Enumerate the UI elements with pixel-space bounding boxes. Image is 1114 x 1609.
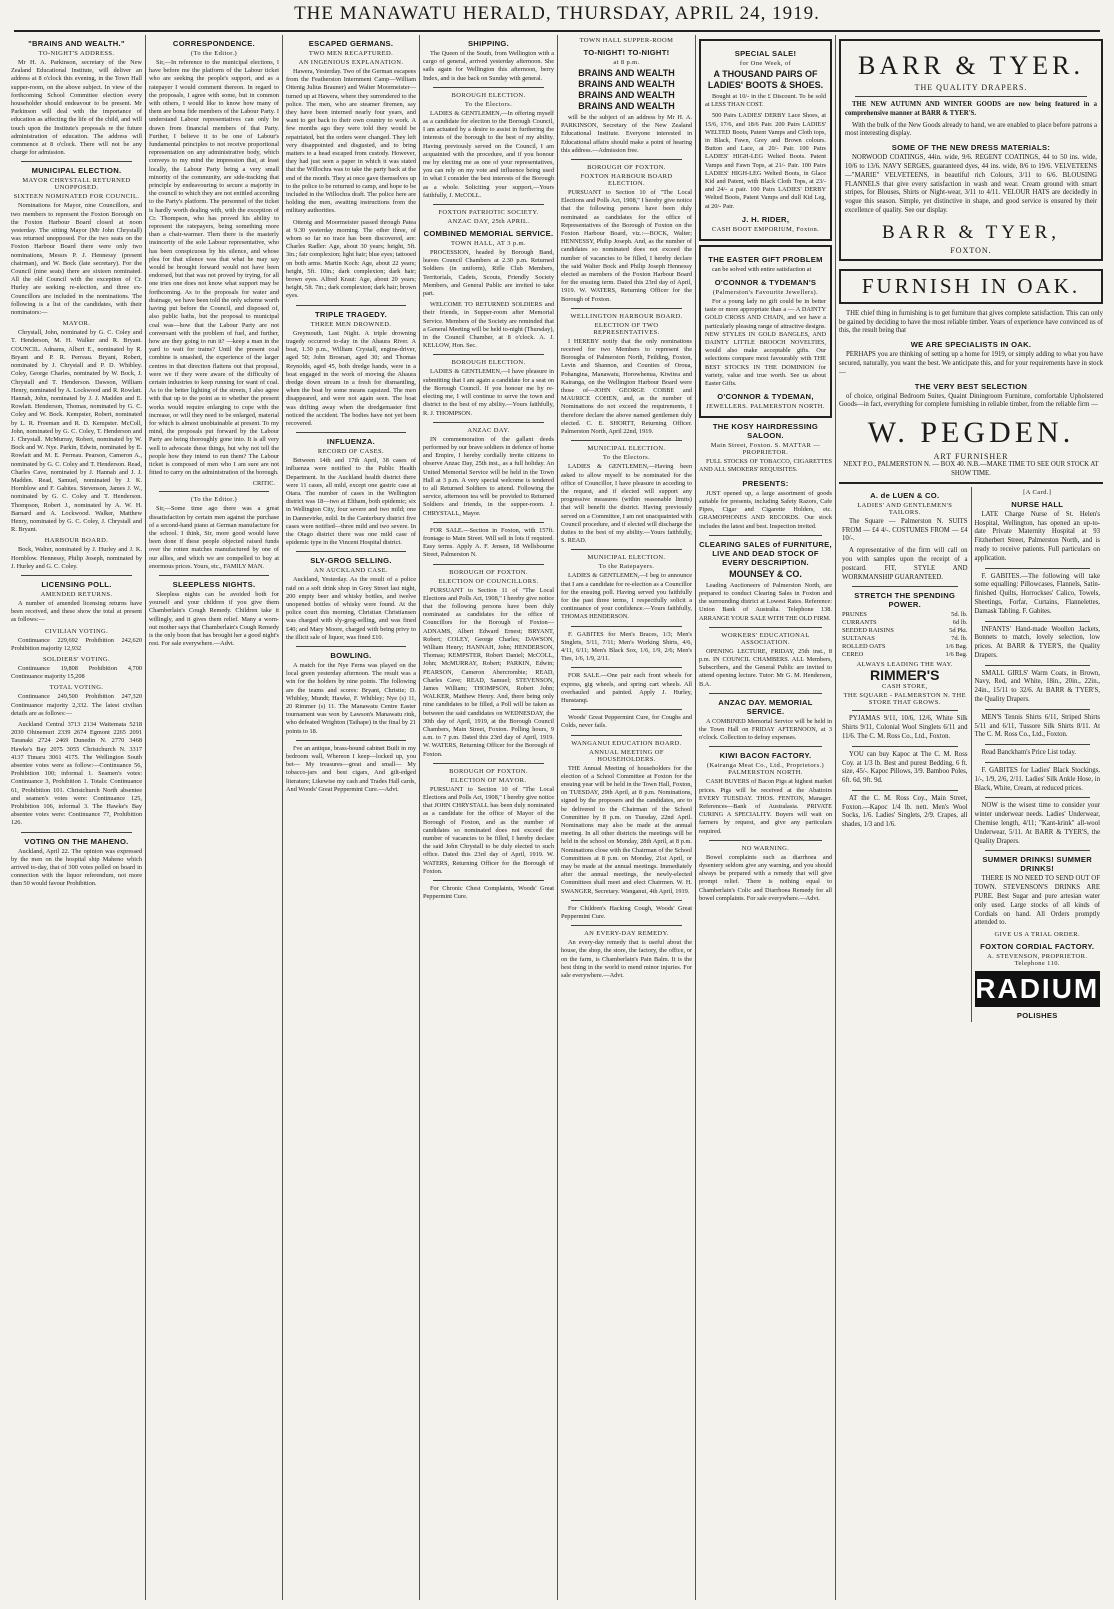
- notice-text: OPENING LECTURE, FRIDAY, 25th inst., 8 p.m. IN COUNCIL CHAMBERS. ALL Members, Subscribers, and the General Public are invited to attend opening lecture. Tutor: Mr G. M. Henderson, B.A.: [699, 647, 832, 688]
- price-item: CEREO: [842, 651, 864, 659]
- notice-text: IN commemoration of the gallant deeds performed by our brave soldiers in defence of home and Empire, I hereby cordially invite citizens to observe Anzac Day, 25th inst., as a full holiday. An United Memorial Service will be held in the Town Hall at 3 p.m. A very special welcome is tendered to all Returned Soldiers to attend. Following the service, afternoon tea will be provided to Returned Soldiers and friends, in the supper-room. J. CHRYSTALL, Mayor.: [423, 435, 554, 517]
- divider: [571, 308, 682, 309]
- advert-text: F. GABITES for Men's Braces, 1/3; Men's Singlets, 5/11, 7/11; Men's Working Shirts, 4/6, 4/11, 6/11; Men's Black Sox, 1/6, 1/9, 2/6; Men's Ties, 1/6, 1/9, 2/11.: [561, 630, 692, 663]
- article-text: Bock, Walter, nominated by J. Hurley and J. K. Hornblow. Hennessy, Philip Joseph, nominated by J. Hurley and G. C. Coley.: [11, 546, 142, 570]
- subhead: To the Ratepayers.: [598, 563, 655, 571]
- subhead: for One Week, of: [739, 60, 792, 67]
- notice-text: A COMBINED Memorial Service will be held in the Town Hall on FRIDAY AFTERNOON, at 3 o'clock. Collection to defray expenses.: [699, 717, 832, 742]
- headline-tonight: TO-NIGHT! TO-NIGHT!: [583, 48, 670, 57]
- advert-firm: J. H. RIDER,: [741, 214, 790, 224]
- advert-heading: KIWI BACON FACTORY.: [719, 751, 812, 761]
- headline-sly-grog: SLY-GROG SELLING.: [310, 556, 392, 566]
- notice-text: FOR SALE.—Section in Foxton, with 157ft. frontage to Main Street. Will sell in lots if required. Easy terms. Apply A. F. Jensen, 18 Wellsbourne Street, Palmerston N.: [423, 526, 554, 559]
- pegden-subtitle: ART FURNISHER: [933, 452, 1009, 462]
- advert-text: JUST opened up, a large assortment of goods suitable for presents, including Safety Razors, Cafe Pipes, Cigar and Cigarette Holders, etc. GRAMOPHONES AND RECORDS. Our stock includes the latest and best. Inspection invited.: [699, 489, 832, 530]
- divider: [985, 744, 1091, 745]
- advert-text: Bought at 10/- in the £ Discount. To be sold at LESS THAN COST.: [705, 93, 826, 109]
- price-item: SULTANAS: [842, 635, 875, 643]
- subhead: AMENDED RETURNS.: [40, 590, 113, 598]
- headline-influenza: INFLUENZA.: [326, 437, 376, 447]
- advert-heading: THE EASTER GIFT PROBLEM: [708, 254, 823, 264]
- article-text: A number of amended licensing returns have been received, and these show the total at present as follows:—: [11, 599, 142, 624]
- subhead: THREE MEN DROWNED.: [310, 320, 392, 328]
- divider: [159, 491, 269, 492]
- price-row: [842, 651, 968, 659]
- subhead: TOWN HALL SUPPER-ROOM: [579, 37, 674, 44]
- column-6: [695, 35, 835, 1600]
- article-text: Auckland, Yesterday. As the result of a police raid on a soft drink shop in Grey Street last night, 200 empty beer and whisky bottles, and twelve unopened bottles of whisky were found. At the police court this morning, Christian Christiansen was charged with sly-grog-selling, and was fined £40; and Mary Moore, charged with being privy to the illicit sale of liquor, was fined £10.: [286, 576, 416, 641]
- lower-left-ads: [839, 487, 971, 1022]
- divider: [571, 735, 682, 736]
- advert-text: THE NEW AUTUMN AND WINTER GOODS are now being featured in a comprehensive manner at BARR & TYER'S.: [845, 101, 1097, 117]
- subhead: To the Electors.: [464, 100, 513, 108]
- price-row: [842, 635, 968, 643]
- subhead: ALWAYS LEADING THE WAY.: [856, 661, 953, 669]
- notice-text: PROCESSION, headed by Borough Band, leaves Council Chambers at 2.30 p.m. Returned Soldiers (in uniform), Rifle Club Members, Territorials, Cadets, Scouts, Friendly Society Members, and General Public are invited to take part.: [423, 249, 554, 298]
- advert-text: NEXT P.O., PALMERSTON N. — BOX 40. N.B.—MAKE TIME TO SEE OUR STOCK AT SHOW TIME.: [843, 461, 1099, 477]
- notice-title: BOROUGH OF FOXTON.: [449, 568, 528, 576]
- price-item: CURRANTS: [842, 619, 877, 627]
- notice-title: WELLINGTON HARBOUR BOARD.: [570, 312, 683, 320]
- notice-text: WELCOME TO RETURNED SOLDIERS and their friends, in Supper-room after Memorial Service. Members of the Society are reminded that a General Meeting will be held to-night (Thursday), in the Council Chamber, at 8 o'clock. A. J. KELLOW, Hon. Sec.: [423, 301, 554, 350]
- subhead: To the Electors.: [602, 454, 651, 462]
- headline-voting-maheno: VOTING ON THE MAHENO.: [24, 836, 129, 846]
- divider: [839, 482, 1103, 484]
- article-text: Chrystall, John, nominated by G. C. Coley and T. Henderson, M. H. Walker and R. Bryant. COUNCIL. Adnams, Albert E., nominated by R. Bryant and P. R. Perreau. Bryant, Robert, nominated by J. Chrystall and P. D. Whibley. Coley, George Charles, nominated by W. Bock, J. Chrystall and T. Henderson. Dawson, William Henry, nominated by A. Lockwood and R. Rowlatt. Hannah, John, nominated by J. J. Madden and E. Rowlatt. Henderson, Thomas, nominated by G. C. Coley and W. Bock. Kempster, Robert, nominated by L. R. Freeman and R. D. Kempster. McColl, John, nominated by G. C. Coley, T. Henderson and J. Chrystall. McMurray, Robert, nominated by W. Bock and W. Nye. Parkin, Edwin, nominated by E. Rowlatt and M. E. Perreau. Pearson, Cameron A., nominated by G. C. Coley and T. Henderson. Read, Charles Cave, nominated by J. Hannah and J. J. Madden. Read, Samuel, nominated by J. K. Hornblow and F. Gabites. Stevenson, James J. W., nominated by G. C. Coley and T. Henderson. Thompson, Robert J., nominated by A. W. H. Barnard and A. Lockwood. Walker, Matthew Henry, nominated by G. C. Coley, J. Chrystall and R. Bryant.: [11, 329, 142, 534]
- advert-text: F. GABITES.—The following will take some equalling: Pillowcases, Flannels, Satin-finished Quilts, Horrockses' Calico, Towels, Sheetings, Forfar, Curtains, Flannelettes, Damask Tabling. F. Gabites.: [974, 572, 1100, 615]
- divider: [571, 709, 682, 710]
- barr-tyer-advert: [839, 39, 1103, 261]
- subhead: TWO MEN RECAPTURED.: [308, 50, 394, 57]
- article-text: Auckland Central 3713 2134 Waitemata 5218 2030 Ohinemuri 2339 2674 Egmont 2265 2091 Taranaki 2724 2469 Dunedin N. 2770 3468 Hawke's Bay 2075 3055 Christchurch N. 3317 4137 Timaru 3061 4175. The Wellington South absentee votes were as follow:—Continuance 56, Prohibition 100; informal 1. Seamen's votes: Continuance 3, Prohibition 1. Totals: Continuance 61, Prohibition 101. Christchurch North absentee and seamen's votes were: Continuance 125, Prohibition 106, informal 3. The Hawke's Bay absentee votes were: Continuance 77, Prohibition 126.: [11, 721, 142, 827]
- advert-banner: A THOUSAND PAIRS OF LADIES' BOOTS & SHOES.: [707, 69, 824, 90]
- notice-text: LADIES & GENTLEMEN,—Having been asked to allow myself to be nominated for the office of Councillor, I have pleasure in acceding to the request, and if elected will support any progressive measures (within reasonable limits) that will benefit the district. Having previously served on a Committee, I am not unacquainted with Council procedure, and if elected will discharge the duties to the best of my ability.—Yours faithfully, S. READ.: [561, 463, 692, 545]
- advert-text: THERE IS NO NEED TO SEND OUT OF TOWN. STEVENSON'S DRINKS ARE PURE. Best Sugar and pure artesian water only used. Large stocks of all kinds of Cordials on hand. All Orders promptly attended to.: [974, 875, 1100, 927]
- divider: [433, 87, 544, 88]
- price-row: [842, 627, 968, 635]
- divider: [855, 96, 1087, 97]
- subhead: (Palmerston's Favourite Jewellers).: [712, 289, 819, 297]
- notice-text: I HEREBY notify that the only nominations received for two Members to represent the Boroughs of Palmerston North, Feilding, Foxton, Levin and Shannon, and Counties of Oroua, Pohangina, Manawatu, Horowhenua, Kiwitea and Kairanga, on the Wellington Harbour Board were those of—JOHN GEORGE COBBE and MAURICE COHEN, and, as the number of Nominations do not exceed the requirements, I therefore declare the above named gentlemen duly elected. C. E. SHORTT, Returning Officer. Palmerston North, April 22nd, 1919.: [561, 337, 692, 436]
- advert-text: PERHAPS you are thinking of setting up a home for 1919, or simply adding to what you have secured, naturally, you want the best. We anticipate this, and for your requirements have in stock —: [839, 351, 1103, 376]
- article-text: The Queen of the South, from Wellington with a cargo of general, arrived yesterday afternoon. She sails again for Wellington this afternoon, berry Index, and is due back on Sunday with general.: [423, 50, 554, 82]
- subhead: TOTAL VOTING.: [49, 684, 104, 692]
- subhead: ANNUAL MEETING OF HOUSEHOLDERS.: [589, 748, 664, 763]
- notice-title: AN EVERY-DAY REMEDY.: [584, 930, 669, 938]
- advert-firm: O'CONNOR & TYDEMAN'S: [714, 278, 817, 288]
- notice-text: PURSUANT to Section 10 of "The Local Elections and Polls Act, 1908," I hereby give notice that JOHN CHRYSTALL has been duly nominated as a candidate for the office of Mayor of the Borough of Foxton, and as the number of candidates so nominated does not exceed the number of vacancies to be filled, I hereby declare the said John Chrystall to be duly elected to such office. Dated this 23rd day of April, 1919. W. WATERS, Returning Officer for the Borough of Foxton.: [423, 785, 554, 875]
- notice-text: LADIES & GENTLEMEN,—In offering myself as a candidate for election to the Borough Council, I am actuated by a desire to assist in furthering the interests of the borough to the best of my ability. Having previously served on the Council, I am acquainted with the procedure, and if you honour me by electing me as one of your representatives, you can rely on my vote and influence being used in what I consider the best interests of the Borough as a whole. Soliciting your support,—Yours faithfully, J. McCOLL.: [423, 109, 554, 199]
- advert-text: AT the C. M. Ross Coy., Main Street, Foxton.—Kapoc 1/4 lb. nett. Men's Wool Socks, 1/6. Ladies' Singlets, 2/9. Crapes, all shades, 1/3 and 1/6.: [842, 794, 968, 829]
- advert-text: F. GABITES for Ladies' Black Stockings, 1/-, 1/9, 2/6, 2/11. Ladies' Silk Ankle Hose, in Black, White, Cream, at reduced prices.: [974, 767, 1100, 792]
- divider: [571, 667, 682, 668]
- column-3: [282, 35, 419, 1600]
- headline-licensing-poll: LICENSING POLL.: [41, 579, 112, 589]
- subhead: TOWN HALL, AT 3 p.m.: [450, 240, 527, 248]
- subhead: ELECTION OF TWO REPRESENTATIVES.: [593, 321, 660, 336]
- easter-gift-advert: [699, 245, 832, 418]
- signature: CRITIC.: [252, 480, 275, 488]
- subhead: CASH BOOT EMPORIUM, Foxton.: [711, 225, 820, 233]
- price-row: [842, 619, 968, 627]
- advert-text: An every-day remedy that is useful about the house, the shop, the store, the factory, the office, or on the farm, is Chamberlain's Pain Balm. It is the best thing in the world to mend minor injuries. For sale everywhere.—Advt.: [561, 939, 692, 980]
- subhead: Main Street, Foxton. S. MATTAR — PROPRIETOR.: [710, 442, 821, 457]
- price-item: ROLLED OATS: [842, 643, 886, 651]
- article-text: Sir,—In reference to the municipal elections, I have before me the platform of the Labour ticket who are seeking the people's support, and as a ratepayer I would comment thereon. In regard to the proposals, I agree with some, but in common with others, I would like to know how many of them are bona fide members of the Labour Party. I understand Labour representatives can only be drawn from financial members of that Party. Further, I believe it to be one of Labour's fundamental principles to not receive proportional representation on any administrative body, which conveys to my mind the impression that, at least locally, the Labour Party being a very small minority of the community, are side-tracking that principle by endeavouring to secure a majority in the council to which they are not entitled according to the Party's platform. The personnel of the ticket is hardly worth dealing with, with the exception of Cr. Thompson, who has proved his ability to represent the ratepayers, being something more than a chair-warmer. Then there is the masterly insincerity of the sole Labour representative, who has been conspicuous by his silence, and whose plea for that silence was that what he may say would be brought forward would not have been endorsed, but that was not proved by trying, for all one tries one does not know what support may be forthcoming. As to the proposals for water and drainage, we have been told the only scheme worth having put before the Council, and disposed of, also public baths, but the proposal to municipal coal was—how that the Labour Party are not conversant with the problem of fuel, and further, how are they going to run it? —keep a man in the yard to wait for trains? Until the present coal combine is smashed, the experience of the larger centres in that direction flattens out that proposal, were we if they were aware of the difficulty of certain industries to keep running for want of coal. As to the better lighting of the streets, I also agree with that up to the point as to whether the present works would require enlarging to cope with the increase, or will they need to be enlarged, material for which is almost unobtainable at present. To my mind, the proposals put forward by the Labour Party are being thoroughly gone into. It is all very well to advocate these things, but why not tell the people how they intend to run them? The Labour ticket is composed of men who I am sure are not fitted to carry on the administration of the borough.: [149, 59, 279, 477]
- price-value: 1/6 Bag.: [945, 651, 968, 659]
- price-row: [842, 643, 968, 651]
- radium-subtitle: POLISHES: [1016, 1011, 1058, 1021]
- advert-text: FOR SALE.—One pair each front wheels for express, gig wheels, and spring cart wheels. All overhauled and painted. Apply J. Hurley, Hunstanqi.: [561, 672, 692, 704]
- advert-text: can be solved with entire satisfaction at: [712, 265, 812, 273]
- advert-text: PYJAMAS 9/11, 10/6, 12/6, White Silk Shirts 9/11, Colonial Wool Singlets 6/11 and 11/6. The C. M. Ross Co., Ltd., Foxton.: [842, 715, 968, 740]
- price-list: [842, 611, 968, 659]
- notice-text: PURSUANT to Section 10 of "The Local Elections and Polls Act, 1908," I hereby give notice that the following persons have been duly nominated as candidates for the office of Representatives of the Borough of Foxton on the Foxton Harbour Board, viz.:—BOCK, Walter; HENNESSY, Philip Joseph. And, as the number of candidates so nominated does not exceed the number of vacancies to be filled, I hereby declare the said Walter Bock and Philip Joseph Hennessy elected as members of the Foxton Harbour Board for the ensuing term. Dated this 23rd day of April, 1919. W. WATERS, Returning Officer for the Borough of Foxton.: [561, 189, 692, 303]
- advert-text: LATE Charge Nurse of St. Helen's Hospital, Wellington, has opened an up-to-date Private Maternity Hospital at 93 Fitzherbert Street, Palmerston North, and is ready to receive patients. Full particulars on application.: [974, 510, 1100, 562]
- divider: [296, 551, 406, 552]
- advert-text: Bowel complaints such as diarrhoea and dysentery seldom give any warning, and you should always be prepared with a remedy that will give prompt relief. There is nothing equal to Chamberlain's Colic and Diarrhoea Remedy for all bowel complaints. For sale everywhere.—Advt.: [699, 853, 832, 902]
- special-sale-advert: [699, 39, 832, 241]
- subhead: AN INGENIOUS EXPLANATION.: [298, 59, 404, 66]
- subhead: MAYOR.: [62, 320, 91, 328]
- article-text: Sleepless nights can be avoided both for yourself and your children if you give them Chamberlain's Cough Remedy. Children take it willingly, and it gives them relief. Many a worn-out mother says that Chamberlain's Cough Remedy is the only boon that has brought her a good night's rest. For sale everywhere.—Advt.: [149, 590, 279, 648]
- column-1: [8, 35, 145, 1600]
- subhead: (Kairanga Meat Co., Ltd., Proprietors.) PALMERSTON NORTH.: [706, 762, 825, 777]
- barr-tyer-subtitle: THE QUALITY DRAPERS.: [914, 83, 1028, 92]
- headline-brains-wealth: "BRAINS AND WEALTH.": [28, 39, 125, 48]
- subhead: (To the Editor.): [190, 50, 238, 57]
- divider: [296, 305, 406, 306]
- lower-ads-split: [839, 487, 1103, 1022]
- price-item: PRUNES: [842, 611, 867, 619]
- divider: [21, 161, 132, 162]
- notice-title: BOROUGH ELECTION.: [451, 359, 526, 367]
- masthead: THE MANAWATU HERALD, THURSDAY, APRIL 24, 1919.: [294, 3, 820, 24]
- advert-text: NOW is the wisest time to consider your winter underwear needs. Ladies' Underwear, Chemise length, 4/11; "Kant-krink" all-wool Underwear, 5/11. At BARR & TYER'S, the Quality Drapers.: [974, 802, 1100, 845]
- advert-text: MEN'S Tennis Shirts 6/11, Striped Shirts 5/11 and 6/11, Tussore Silk Shirts 8/11. At The C. M. Ross Co., Ltd., Foxton.: [974, 713, 1100, 739]
- advert-text: SMALL GIRLS' Warm Coats, in Brown, Navy, Red, and White, 18in., 20in., 22in., 24in., 15/11 to 32/6. At BARR & TYER'S, the Quality Drapers.: [974, 669, 1100, 704]
- divider: [433, 354, 544, 355]
- subhead: RECORD OF CASES.: [317, 448, 385, 456]
- subhead: SIXTEEN NOMINATED FOR COUNCIL.: [13, 193, 140, 201]
- subhead: CASH STORE,: [882, 683, 928, 691]
- subhead: at 8 p.m.: [613, 59, 640, 66]
- masthead-rule: [14, 30, 1100, 32]
- advert-heading: STRETCH THE SPENDING POWER.: [854, 591, 956, 610]
- article-text: Continuance 249,500 Prohibition 247,320 Continuance majority 2,332. The latest civilian details are as follows:—: [11, 693, 142, 717]
- notice-title: BOROUGH OF FOXTON.: [449, 767, 528, 775]
- subhead: ANZAC DAY, 25th APRIL.: [447, 218, 530, 226]
- advert-heading: SPECIAL SALE!: [734, 49, 797, 58]
- article-text: Continuance 19,808 Prohibition 4,700 Continuance majority 15,208: [11, 664, 142, 681]
- advert-text: For a young lady no gift could be in better taste or more appropriate than a — A DAINTY GOLD CROSS AND CHAIN, and we have a particularly pleasing range of attractive designs. NEW STYLES IN GOLD BANGLES, AND DAINTY LITTLE BROOCH NOVELTIES, would also make acceptable gifts. Our selections compare most favourably with THE BEST STOCKS IN THE DOMINION for variety, value and true worth. See us about Easter Gifts.: [705, 298, 826, 388]
- advert-heading: WE ARE SPECIALISTS IN OAK.: [910, 340, 1032, 350]
- subhead: AN AUCKLAND CASE.: [314, 567, 388, 575]
- divider: [852, 790, 958, 791]
- advert-firm: A. de LUEN & CO.: [870, 490, 940, 500]
- notice-text: THE Annual Meeting of householders for the election of a School Committee at Foxton for the ensuing year will be held in the Town Hall, Foxton, on TUESDAY, 29th April, at 8 p.m. Nominations, signed by the proposers and the candidates, are to be delivered to the Chairman of the School Committee by 8 p.m. on Tuesday, 22nd April. Nominations may also be made at the annual meeting. In all other districts the meetings will be held in the school on Monday, 28th April, at 8 p.m. Nominations close with the Chairman of the School Committees at 8 p.m. on Monday, 21st April, or may be made at the annual meetings. Immediately after the annual meetings, the newly-elected Committees shall meet and elect Chairmen. W. H. SWANGER, Secretary. Wanganui, 4th April, 1919.: [561, 764, 692, 895]
- article-text: Sir,—Some time ago there was a great dissatisfaction by certain men against the purchase of a second-hand piano at German manufacture for the school. I think, Sir, more good would have been done if these people objected raised funds over the rotten matches manufactured by one of our allies, and which we are compelled to buy at enormous prices. Yours, etc., FAMILY MAN.: [149, 505, 279, 570]
- subhead: [A Card.]: [1023, 488, 1052, 496]
- notice-title: BOROUGH OF FOXTON.: [587, 164, 666, 172]
- article-text: Auckland, April 22. The opinion was expressed by the men on the hospital ship Maheno which arrived to-day, that of 300 votes polled on board in connection with the liquor referendum, not more than 50 would favour Prohibition.: [11, 847, 142, 888]
- advert-heading: SUMMER DRINKS! SUMMER DRINKS!: [982, 855, 1093, 874]
- advert-text: THE chief thing in furnishing is to get furniture that gives complete satisfaction. This can only be gained by deciding to have the most reliable timber. Years of experience have convinced us of this, the result being that: [839, 309, 1103, 335]
- advert-text: 500 Pairs LADIES' DERBY Lace Shoes, at 15/6, 17/6, and 18/6 Pair. 200 Pairs LADIES' WELTED Boots, Patent Vamps and Cloth tops, in Black, Fawn, Grey and Brown colours. Button and Lace, at 20/- Pair. 100 Pairs LADIES' HIGH-LEG Welted Boots. Patent Vamps and Fawn Tops, at 21/- Pair. 100 Pairs LADIES' HIGH-LEG Welted Boots, in Glace Kid and Patent, with Black Cloth Tops, at 23/- and 24/- a pair. 100 Pairs LADIES' DERBY Welted Boots, Patent Vamps and dull Kid Leg, at 20/- Pair.: [705, 112, 826, 210]
- advert-text: will be the subject of an address by Mr H. A. PARKINSON, Secretary of the New Zealand Educational Institute. Everyone interested in Educational affairs should make a point of hearing this address.—Admission free.: [561, 114, 692, 154]
- notice-text: LADIES & GENTLEMEN,—I have pleasure in submitting that I am again a candidate for a seat on the Borough Council. If you honour me by re-electing me, I will continue to serve the town and district to the best of my ability.—Yours faithfully, R. J. THOMPSON.: [423, 368, 554, 417]
- divider: [296, 740, 406, 741]
- notice-text: LADIES & GENTLEMEN,—I beg to announce that I am a candidate for re-election as a Councillor for the ensuing poll. Having served you faithfully for the past three terms, I respectfully solicit a continuance of your confidence.—Yours faithfully, THOMAS HENDERSON.: [561, 572, 692, 621]
- divider: [852, 746, 958, 747]
- subhead: GIVE US A TRIAL ORDER.: [994, 931, 1081, 939]
- divider: [433, 204, 544, 205]
- headline-sleepless-nights: SLEEPLESS NIGHTS.: [172, 579, 256, 589]
- advert-heading: PRESENTS:: [742, 478, 789, 488]
- price-value: 7d. lb.: [951, 635, 968, 643]
- divider: [985, 568, 1091, 569]
- advert-text: of choice, original Bedroom Suites, Quaint Diningroom Furniture, comfortable Upholstered Goods—in fact, everything for complete furnishing in reliable timber, from the reliable firm —: [839, 392, 1103, 409]
- advert-heading: ANZAC DAY. MEMORIAL SERVICE.: [718, 697, 813, 716]
- advert-heading: NURSE HALL: [1011, 499, 1064, 509]
- advert-text: Leading Auctioneers of Palmerston North, are prepared to conduct Clearing Sales in Foxton and the surrounding district at Lowest Rates. Reference: Union Bank of Australia. Telephone 138. ARRANGE YOUR SALE WITH THE OLD FIRM.: [699, 581, 832, 622]
- headline-shipping: SHIPPING.: [467, 39, 510, 48]
- advert-text: Read Banckham's Price List today.: [981, 749, 1077, 757]
- advert-heading: SOME OF THE NEW DRESS MATERIALS:: [891, 143, 1051, 153]
- subhead: TO-NIGHT'S ADDRESS.: [38, 50, 115, 57]
- barr-tyer-title: BARR & TYER.: [858, 51, 1084, 80]
- subhead: A. STEVENSON, PROPRIETOR. Telephone 110.: [987, 953, 1088, 968]
- article-text: Mr H. A. Parkinson, secretary of the New Zealand Educational Institute, will deliver an address at 8 o'clock this evening, in the Town Hall supper-room, on the above subject. In view of the forthcoming School Committee election every householder should endeavour to be present. Mr Parkinson will deal with the importance of education as affecting the life of the child, and will touch upon the Institute's proposals re the future administration of education. The address will commence at 8 o'clock. There will not be any charge for admission.: [11, 59, 142, 157]
- notice-title: FOXTON PATRIOTIC SOCIETY.: [438, 209, 539, 217]
- divider: [433, 564, 544, 565]
- advert-text: With the bulk of the New Goods already to hand, we are enabled to place before patrons a most interesting display.: [845, 121, 1097, 138]
- subhead: THE SQUARE - PALMERSTON N. THE STORE THAT GROWS.: [843, 692, 966, 707]
- advert-text: A representative of the firm will call on you with samples upon the receipt of a postcard. FIT, STYLE AND WORKMANSHIP GUARANTEED.: [842, 547, 968, 581]
- advert-text: FULL STOCKS OF TOBACCO, CIGARETTES AND ALL SMOKERS' REQUISITES.: [699, 458, 832, 474]
- article-text: Greymouth, Last Night. A triple drowning tragedy occurred to-day in the Ahaura River. A boat, 1.30 p.m., William Crystall, engine-driver, aged 50; John Brosnan, aged 30; and Thomas Reynolds, aged 45, both dredge hands, were in a boat engaged in the work of moving the Ahaura dredge down stream in a fresh for dismantling, when the boat by some means capsized. The men disappeared, and were not again seen. The boat was drifting away when the dredgemaster first noticed the accident. The bodies have not yet been recovered.: [286, 329, 416, 427]
- subhead: ELECTION OF COUNCILLORS.: [438, 577, 539, 585]
- price-item: SEEDED RAISINS: [842, 627, 894, 635]
- headline-escaped-germans: ESCAPED GERMANS.: [308, 39, 394, 48]
- advert-text: Woods' Great Peppermint Cure, for Coughs and Colds, never fails.: [561, 714, 692, 730]
- advert-text: For Children's Hacking Cough, Woods' Great Peppermint Cure.: [561, 904, 692, 921]
- article-text: Ottenig and Moormeister passed through Patea at 9.30 yesterday morning. The other three, of whom so far no trace has been discovered, are: Charles Radler: Age, about 30 years; height, 5ft. 3in.; fair complexion; light hair; blue eyes; tattooed on both arms. Martin Koch: Age, about 22 years; height, 5ft. 10in.; dark complexion; dark hair; brown eyes. Alfred Kraut: Age, about 20 years; height, 5ft. 7in.; dark complexion; dark hair; brown eyes.: [286, 218, 416, 300]
- divider: [985, 762, 1091, 763]
- advert-firm: FOXTON CORDIAL FACTORY.: [980, 942, 1095, 952]
- divider: [296, 646, 406, 647]
- headline-municipal-election: MUNICIPAL ELECTION.: [31, 166, 122, 176]
- subhead: JEWELLERS. PALMERSTON NORTH.: [706, 403, 825, 411]
- subhead: SOLDIERS' VOTING.: [42, 655, 111, 663]
- subhead: ELECTION OF MAYOR.: [450, 776, 527, 784]
- article-text: Nominations for Mayor, nine Councillors, and two members to represent the Foxton Borough on the Foxton Harbour Board closed at noon yesterday. The sitting Mayor (Mr John Chrystall) was returned unopposed. For the two seats on the Foxton Harbour Board there were only two nominations, Messrs P. J. Hennessy (present chairman), and W. Bock (late secretary). For the Council (nine seats) there are sixteen nominated. All the old Council with the exception of Cr. Hurley are seeking re-election, and three ex-Councillors are included in the nominations. The following is a list of the candidates, with their nominators:—: [11, 202, 142, 317]
- divider: [985, 850, 1091, 851]
- brains-wealth-banner: BRAINS AND WEALTH BRAINS AND WEALTH BRAINS AND WEALTH BRAINS AND WEALTH: [578, 68, 675, 111]
- column-5: [557, 35, 695, 1600]
- barr-tyer-place: FOXTON.: [950, 245, 992, 255]
- notice-text: PURSUANT to Section 11 of "The Local Elections and Polls Act, 1908," I hereby give notice that the following persons have been duly nominated as candidates for the office of Councillors for the Borough of Foxton—ADNAMS, Albert Edward Ernest; BRYANT, Robert; COLEY, George Charles; DAWSON, William Henry; HANNAH, John; HENDERSON, Thomas; KEMPSTER, Robert Daniel; McCOLL, John; McMURRAY, Robert; PARKIN, Edwin; PEARSON, Cameron Abercrombie; READ, Charles Cave; READ, Samuel; STEVENSON, James William; THOMPSON, Robert John; WALKER, Matthew Henry. And, there being only nine candidates to be filled, a Poll will be taken as between the said candidates on WEDNESDAY, the 30th day of April, 1919, at the Borough Council Chambers, Main Street, Foxton. Polling hours, 9 a.m. to 7 p.m. Dated this 23rd day of April, 1919. W. WATERS, Returning Officer for the Borough of Foxton.: [423, 586, 554, 758]
- subhead: HARBOUR BOARD.: [44, 537, 109, 545]
- notice-title: WANGANUI EDUCATION BOARD.: [571, 739, 682, 747]
- subhead: CIVILIAN VOTING.: [44, 627, 109, 635]
- divider: [985, 665, 1091, 666]
- divider: [985, 797, 1091, 798]
- divider: [852, 586, 958, 587]
- advert-heading: CLEARING SALES of FURNITURE, LIVE AND DEAD STOCK OF EVERY DESCRIPTION.: [699, 539, 832, 567]
- article-text: Hawera, Yesterday. Two of the German escapees from the Featherston Internment Camp—William Ottenig Julius Brauner) and Walter Moormeister—turned up at Hawera, where they surrendered to the police. The men, who are steamer firemen, say they have been interned nearly four years, and want to get back to their own country to work. A few months ago they were told they would be repatriated, but the orders were changed. They left very disappointed and disgusted, and to bring matters to a head escaped from custody. However, they had just seen a paper in which it was stated that the Willochra was to take the party back at the end of the month. They at once gave themselves up to the police to be returned to camp, and hope to be included in the Willochra draft. The police here are holding the men, awaiting instructions from the military authorities.: [286, 68, 416, 215]
- article-text: Continuance 229,692 Prohibition 242,620 Prohibition majority 12,932: [11, 636, 142, 652]
- divider: [985, 621, 1091, 622]
- barr-tyer-signature: BARR & TYER,: [881, 221, 1061, 243]
- subhead: (To the Editor.): [190, 496, 238, 504]
- divider: [571, 549, 682, 550]
- divider: [159, 575, 269, 576]
- divider: [433, 522, 544, 523]
- article-text: Between 14th and 17th April, 38 cases of influenza were notified to the Public Health Department. In the Auckland health district there were 11 cases, all mild, except one gastric case at Otara. The number of cases in the Wellington district was 18—two at Eltham, both epidemic; six in Wellington City, four severe and two mild; one in Dannevirke, mild. In the Canterbury district five cases were notified—three mild and two severe. In the Otago district there was one mild case of epidemic type in the Vincent Hospital district.: [286, 457, 416, 547]
- price-row: [842, 611, 968, 619]
- furnish-oak-banner: FURNISH IN OAK.: [839, 269, 1103, 304]
- advert-text: The Square — Palmerston N. SUITS FROM — £4 4/-. COSTUMES FROM — £4 10/-.: [842, 517, 968, 543]
- price-value: 6d lb.: [952, 619, 968, 627]
- headline-memorial-service: COMBINED MEMORIAL SERVICE.: [423, 229, 554, 239]
- notice-title: MUNICIPAL ELECTION.: [587, 554, 666, 562]
- notice-title: ANZAC DAY.: [467, 426, 510, 434]
- divider: [709, 627, 822, 628]
- advert-text: CASH BUYERS of Bacon Pigs at highest market prices. Pigs will be received at the Abattoirs EVERY TUESDAY. THOS. FENTON, Manager. References—Bank of Australasia. PRIVATE CURING A SPECIALITY. Buyers will wait on farmers by request, and give any particulars required.: [699, 778, 832, 835]
- divider: [709, 746, 822, 747]
- radium-banner: RADIUM: [975, 971, 1101, 1007]
- advert-heading: THE VERY BEST SELECTION: [914, 381, 1028, 391]
- subhead: FOXTON HARBOUR BOARD ELECTION.: [580, 173, 673, 188]
- divider: [21, 832, 132, 833]
- divider: [433, 763, 544, 764]
- divider: [571, 440, 682, 441]
- price-value: 5d. lb.: [951, 611, 968, 619]
- divider: [709, 840, 822, 841]
- column-7: [835, 35, 1106, 1600]
- divider: [571, 159, 682, 160]
- advert-verse: I've an antique, brass-bound cabinet Built in my bedroom wall, Whereon I keep—locked up, you bet— My treasures—great and small— My tobacco-jars and best cigars, And gilt-edged literature; Likewise my cash and Trades Hall cards, And Woods' Great Peppermint Cure.—Advt.: [286, 744, 416, 793]
- headline-triple-tragedy: TRIPLE TRAGEDY.: [314, 309, 387, 319]
- notice-title: MUNICIPAL ELECTION.: [587, 445, 666, 453]
- notice-title: NO WARNING.: [741, 844, 790, 852]
- advert-firm: O'CONNOR & TYDEMAN,: [717, 392, 814, 402]
- divider: [571, 900, 682, 901]
- notice-text: For Chronic Chest Complaints, Woods' Great Peppermint Cure.: [423, 885, 554, 901]
- advert-firm: MOUNSEY & CO.: [729, 568, 802, 579]
- notice-title: WORKERS' EDUCATIONAL ASSOCIATION.: [721, 631, 810, 646]
- advert-text: YOU can buy Kapoc at The C. M. Ross Coy. at 1/3 lb. Best and purest Bedding, 6 ft. size, 45/-. Kapoc Pillows, 3/9. Bamboo Poles, 6ft. 6d, 9ft. 9d.: [842, 750, 968, 785]
- price-value: 5d Pkt.: [949, 627, 968, 635]
- divider: [21, 575, 132, 576]
- pegden-title: W. PEGDEN.: [867, 416, 1075, 450]
- notice-title: BOROUGH ELECTION.: [451, 91, 526, 99]
- headline-bowling: BOWLING.: [330, 650, 372, 660]
- lower-right-ads: [971, 487, 1104, 1022]
- divider: [571, 626, 682, 627]
- advert-heading: THE KOSY HAIRDRESSING SALOON.: [712, 422, 819, 441]
- divider: [296, 432, 406, 433]
- subhead: MAYOR CHRYSTALL RETURNED UNOPPOSED.: [22, 177, 131, 192]
- rimmers-title: RIMMER'S: [870, 667, 940, 684]
- advert-text: NORWOOD COATINGS, 44in. wide, 9/6. REGENT COATINGS, 44 to 50 ins. wide, 10/6 to 13/6. NAVY SERGES, guaranteed dyes, 44 ins. wide, 8/6 to 19/6. VELVETEENS—"MARIE" VELVETEENS, in beautiful rich Colours, 3/11 to 6/6. BLOUSING FLANNELS that give every satisfaction in wash and wear. Cream ground with smart stripes, for Blouses, Shirts or Night-wear, 3/11 to 4/11. VELOUR HATS are decidedly in vogue this season. Simple, yet distinctive in shape, and good service is ensured by their excellence of quality. See our display.: [845, 154, 1097, 214]
- divider: [433, 422, 544, 423]
- headline-correspondence: CORRESPONDENCE.: [172, 39, 256, 48]
- divider: [709, 535, 822, 536]
- article-text: A match for the Nye Ferns was played on the local green yesterday afternoon. The result was a win for the holders by nine points. The following are the teams and scores: Bryant, Christie; D. Whibley, Mundt; Hawke, F. Whibley; Nye (s) 11, 20 Rimmer (s) 11. The Manawatu Centre Easter tournament was won by Lawson's Manawatu rink, who defeated Wrighton (Taihape) in the final by 21 points to 18.: [286, 661, 416, 735]
- price-value: 1/6 Bag.: [945, 643, 968, 651]
- divider: [433, 880, 544, 881]
- divider: [852, 710, 958, 711]
- column-2: [145, 35, 282, 1600]
- advert-text: INFANTS' Hand-made Woollen Jackets, Bonnets to match, lovely selection, low prices. At BARR & TYER'S, the Quality Drapers.: [974, 625, 1100, 659]
- divider: [709, 693, 822, 694]
- divider: [571, 925, 682, 926]
- divider: [985, 709, 1091, 710]
- column-4: [419, 35, 557, 1600]
- subhead: LADIES' AND GENTLEMEN'S TAILORS.: [857, 501, 953, 516]
